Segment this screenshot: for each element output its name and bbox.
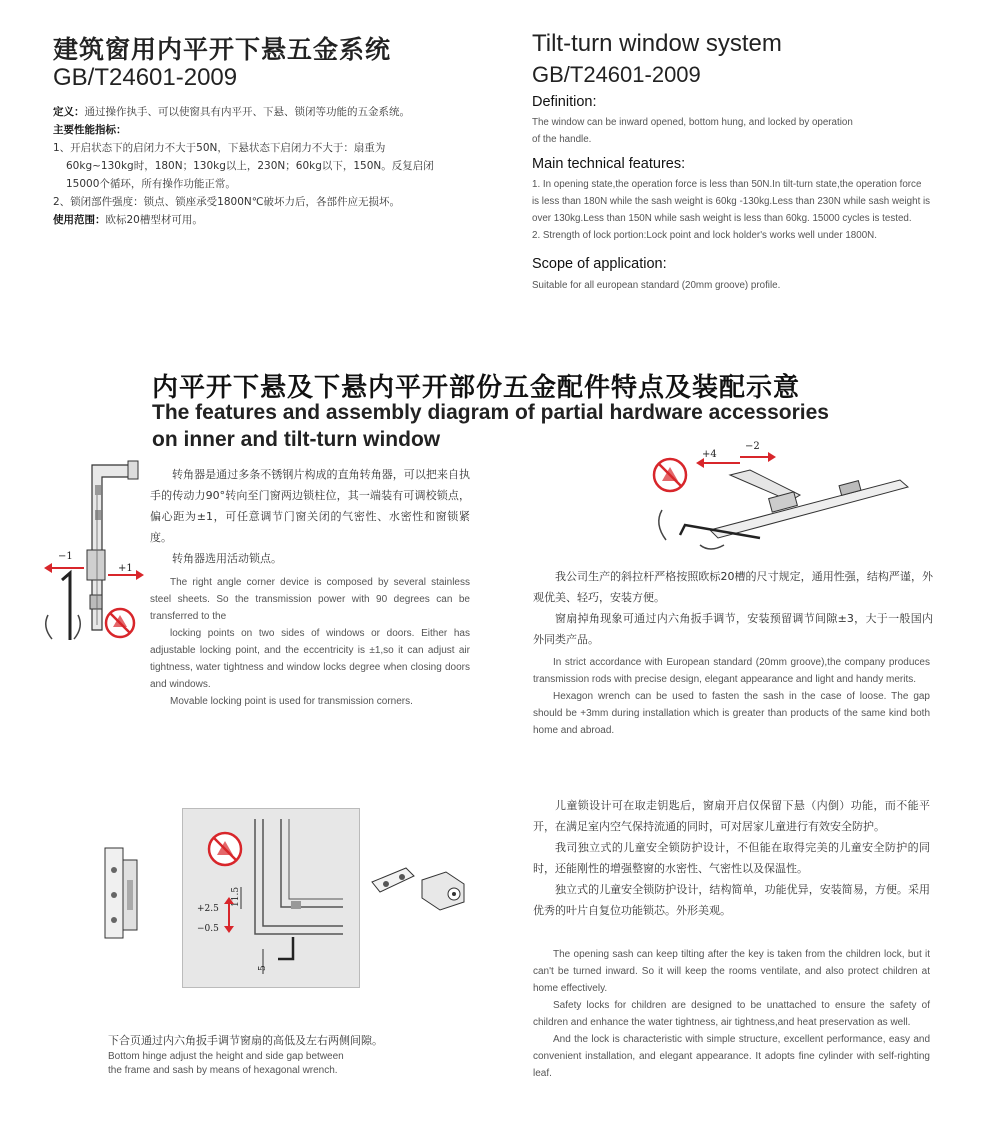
scope-heading: Scope of application: <box>532 256 667 272</box>
definition-text: The window can be inward opened, bottom hung, and locked by operation of the handle. <box>532 117 853 145</box>
stay-arm-diagram <box>640 435 940 560</box>
title-code-left: GB/T24601-2009 <box>53 64 238 91</box>
scope-text: Suitable for all european standard (20mm groove) profile. <box>532 280 781 291</box>
corner-label-plus: +1 <box>118 563 133 574</box>
stay-cn-text: 我公司生产的斜拉杆严格按照欧标20槽的尺寸规定，通用性强，结构严谨，外观优美、轻巧，安装方便。 窗扇掉角现象可通过内六角扳手调节，安装预留调节间隙±3，大于一般国内外同类产品。 <box>533 570 933 646</box>
hinge-label-minus: −0.5 <box>197 924 219 934</box>
no-child-icon <box>209 833 241 865</box>
hinge-label-dim: 11.5 <box>231 886 241 907</box>
corner-en-text: The right angle corner device is composed by several stainless steel sheets. So the transmission power with 90 degrees can be transferred to the locking points on two sides of windows or doors. Either has adjustable locking point, and the eccentricity is ±1,so it can adjust air tightness, water tightness and window locks degree when closing doors and windows. Movable locking point is used for transmission corners. <box>150 577 470 707</box>
features-heading: Main technical features: <box>532 156 686 172</box>
features-text: 1. In opening state,the operation force is less than 50N.In tilt-turn state,the operation force is less than 180N while the sash weight is 60kg -130kg.Less than 230N while sash weight is over 130kg.Less than 150N while sash weight is less than 60kg. 15000 cycles is tested. 2. Strength of lock portion:Lock point and lock holder's works well under 1800N. <box>532 179 931 241</box>
section-title-en: The features and assembly diagram of partial hardware accessories on inner and tilt-turn window <box>152 401 829 451</box>
title-cn: 建筑窗用内平开下悬五金系统 <box>53 35 392 64</box>
no-child-icon <box>106 609 134 637</box>
hinge-caption: 下合页通过内六角扳手调节窗扇的高低及左右两侧间隙。 Bottom hinge adjust the height and side gap between the frame and sash by means of hexagonal wrench. <box>108 1034 383 1076</box>
corner-cn-text: 转角器是通过多条不锈钢片构成的直角转角器，可以把来自执手的传动力90°转向至门窗两边锁柱位，其一端装有可调校锁点，偏心距为±1，可任意调节门窗关闭的气密性、水密性和窗锁紧度。 转角器选用活动锁点。 <box>150 468 470 565</box>
child-lock-cn-text: 儿童锁设计可在取走钥匙后，窗扇开启仅保留下悬（内倒）功能，而不能平开，在满足室内空气保持流通的同时，可对居家儿童进行有效安全防护。 我司独立式的儿童安全锁防护设计，不但能在取得完美的儿童安全防护的同时，还能刚性的增强整窗的水密性、气密性以及保温性。 独立式的儿童安全锁防护设计，结构简单，功能优异，安装简易，方便。采用优秀的叶片自复位功能锁芯。外形美观。 <box>533 799 930 917</box>
corner-label-minus: −1 <box>58 551 73 562</box>
child-lock-part-illustration <box>366 858 476 918</box>
child-lock-en-text: The opening sash can keep tilting after the key is taken from the children lock, but it can't be turned inward. So it will keep the rooms ventilate, and also protect children at home effectively. Safety locks for children are designed to be unattached to ensure the safety of children and enhance the water tightness, air tightness,and heat preservation as well. And the lock is characteristic with simple structure, excellent performance, easy and convenient installation, and elegant appearance. It adopts fine cylinder with self-righting leaf. <box>533 949 930 1079</box>
stay-en-text: In strict accordance with European standard (20mm groove),the company produces transmission rods with precise design, elegant appearance and light and handy merits. Hexagon wrench can be used to fasten the sash in the case of loose. The gap should be +3mm during installation which is greater than products of the same kind both home and abroad. <box>533 657 930 736</box>
section-title-cn: 内平开下悬及下悬内平开部份五金配件特点及装配示意 <box>152 373 801 403</box>
no-child-icon <box>654 459 686 491</box>
definition-heading: Definition: <box>532 94 597 110</box>
stay-label-minus: −2 <box>745 441 760 452</box>
definition-cn: 定义：通过操作执手、可以使窗具有内平开、下悬、锁闭等功能的五金系统。 主要性能指标： 1、开启状态下的启闭力不大于50N，下悬状态下启闭力不大于：扇重为 60kg~130kg时，180N；130kg以上，230N；60kg以下，150N。反复启闭 15000个循环，所有操作功能正常。 2、锁闭部件强度：锁点、锁座承受1800N℃破坏力后，各部件应无损坏。 使用范围：欧标20槽型材可用。 <box>53 106 434 226</box>
corner-drive-diagram <box>40 455 150 655</box>
stay-label-plus: +4 <box>702 449 717 460</box>
title-code-right: GB/T24601-2009 <box>532 62 701 87</box>
hinge-part-illustration <box>95 840 150 950</box>
hinge-label-plus: +2.5 <box>197 904 219 914</box>
hinge-label-5: 5 <box>258 965 268 971</box>
hinge-diagram-panel <box>182 808 360 988</box>
title-en: Tilt-turn window system <box>532 30 782 57</box>
